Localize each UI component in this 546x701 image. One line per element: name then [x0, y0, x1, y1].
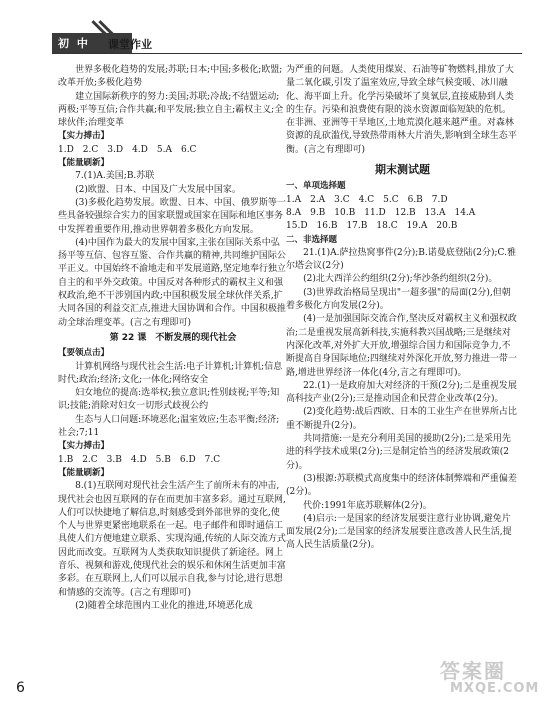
paragraph: (2)随着全球范围内工业化的推进,环境恶化成 [75, 600, 253, 611]
paragraph: (2)变化趋势:战后西欧、日本的工业生产在世界所占比重不断提升(2分)。 [286, 407, 517, 431]
paragraph: (4)一是加强国际交流合作,坚决反对霸权主义和强权政治;二是重视发展高新科技,实施科教兴国战略;三是继续对内深化改革,对外扩大开放,增强综合国力和国际竞争力,不断提高自身国际地位;四继续对外深化开放,努力推进一带一路,增进世界经济一体化(4分,言之有理即可)。 [286, 314, 517, 378]
watermark-logo [440, 655, 546, 701]
paragraph: 共同措施:一是充分利用美国的援助(2分);二是采用先进的科学技术成果(2分);三是制定恰当的经济发展政策(2分)。 [286, 434, 511, 471]
paragraph: 8.(1)互联网对现代社会生活产生了前所未有的冲击,现代社会也因互联网的存在而更加丰富多彩。通过互联网,人们可以快捷地了解信息,时刻感受到外部世界的变化,使个人与世界更紧密地联系在一起。电子邮件和即时通信工具使人们方便地建立联系、实现沟通,传统的人际交流方式因此而改变。互联网为人类获取知识提供了新途径。网上音乐、视频和游戏,使现代社会的娱乐和休闲生活更加丰富多彩。在互联网上,人们可以展示自我,参与讨论,进行思想和情感的交流等。(言之有理即可) [58, 481, 286, 598]
paragraph: 1.A 2.A 3.C 4.C 5.C 6.B 7.D [286, 194, 448, 205]
watermark-text: 答案圈 [440, 659, 506, 683]
section-heading: 【要领点击】 [58, 348, 110, 359]
paragraph: 22.(1)一是政府加大对经济的干预(2分);二是重视发展高科技产业(2分);三是推动国企和民营企业改革(2分)。 [286, 380, 517, 405]
paragraph: (2)欧盟、日本、中国及广大发展中国家。 [75, 184, 241, 195]
header-level: 初 中 [58, 37, 90, 50]
paragraph: 15.D 16.B 17.B 18.C 19.A 20.B [286, 221, 458, 232]
paragraph: 为严重的问题。人类使用煤炭、石油等矿物燃料,排放了大量二氧化碳,引发了温室效应,导致全球气候变暖、冰川融化、海平面上升。化学污染破坏了臭氧层,直接威胁到人类的生存。污染和浪费使有限的淡水资源面临短缺的危机。在非洲、亚洲等干旱地区,土地荒漠化越来越严重。对森林资源的乱砍滥伐,导致热带雨林大片消失,影响到全球生态平衡。(言之有理即可) [286, 65, 517, 155]
paragraph: 建立国际新秩序的努力:美国;苏联;冷战;不结盟运动;两极;平等互信;合作共赢;和平发展;独立自主;霸权主义;全球伙伴;治理变革 [58, 91, 284, 129]
paragraph: (4)启示:一是国家的经济发展要注意行业协调,避免片面发展(2分);二是国家的经济发展要注意改善人民生活,提高人民生活质量(2分)。 [286, 513, 512, 551]
paragraph: 8.A 9.B 10.B 11.D 12.B 13.A 14.A [286, 207, 476, 218]
right-column [286, 64, 519, 553]
section-heading: 二、非选择题 [286, 234, 338, 245]
section-heading: 【实力搏击】 [58, 131, 110, 142]
header-subtitle: 课堂作业 [108, 38, 152, 51]
header-rule [52, 53, 522, 54]
test-title: 期末测试题 [375, 163, 430, 177]
section-heading: 【实力搏击】 [58, 441, 110, 452]
paragraph: 世界多极化趋势的发展;苏联;日本;中国;多极化;欧盟;改革开放;多极化趋势 [58, 65, 283, 89]
watermark-url: MXQE.COM [450, 681, 540, 696]
lesson-title: 第 22 课 不断发展的现代社会 [109, 332, 237, 343]
page-header [0, 0, 546, 60]
page-number: 6 [16, 680, 25, 696]
paragraph: (3)根源:苏联模式高度集中的经济体制弊端和严重偏差(2分)。 [286, 473, 517, 498]
paragraph: 1.D 2.C 3.D 4.D 5.A 6.C [58, 144, 197, 155]
paragraph: 生态与人口问题:环境恶化;温室效应;生态平衡;经济;社会;7;11 [58, 414, 280, 439]
left-column [58, 64, 288, 613]
section-heading: 【能量刷新】 [58, 158, 110, 169]
paragraph: 妇女地位的提高:选举权;独立意识;性别歧视;平等;知识;技能;消除对妇女一切形式歧视公约 [58, 388, 280, 412]
paragraph: 代价:1991年底苏联解体(2分)。 [303, 500, 432, 511]
paragraph: 1.B 2.C 3.B 4.D 5.B 6.D 7.C [58, 454, 221, 465]
paragraph: (2)北大西洋公约组织(2分);华沙条约组织(2分)。 [303, 274, 498, 285]
section-heading: 【能量刷新】 [58, 467, 110, 478]
paragraph: (3)世界政治格局呈现出"一超多强"的局面(2分),但朝着多极化方向发展(2分)。 [286, 287, 511, 312]
paragraph: 21.(1)A.萨拉热窝事件(2分);B.诺曼底登陆(2分);C.雅尔塔会议(2分) [286, 247, 516, 272]
paragraph: (3)多极化趋势发展。欧盟、日本、中国、俄罗斯等一些具备较强综合实力的国家联盟或国家在国际和地区事务中发挥着重要作用,推动世界朝着多极化方向发展。 [58, 197, 286, 235]
paragraph: 7.(1)A.美国;B.苏联 [75, 171, 155, 182]
section-heading: 一、单项选择题 [286, 181, 346, 192]
paragraph: (4)中国作为最大的发展中国家,主张在国际关系中弘扬平等互信、包容互鉴、合作共赢的精神,共同维护国际公平正义。中国始终不渝地走和平发展道路,坚定地奉行独立自主的和平外交政策。中国反对各种形式的霸权主义和强权政治,绝不干涉别国内政;中国积极发展全球伙伴关系,扩大同各国的利益交汇点,推进大国协调和合作。中国积极推动全球治理变革。(言之有理即可) [58, 237, 286, 328]
paragraph: 计算机网络与现代社会生活:电子计算机;计算机;信息时代;政治;经济;文化;一体化;网络安全 [58, 361, 283, 385]
